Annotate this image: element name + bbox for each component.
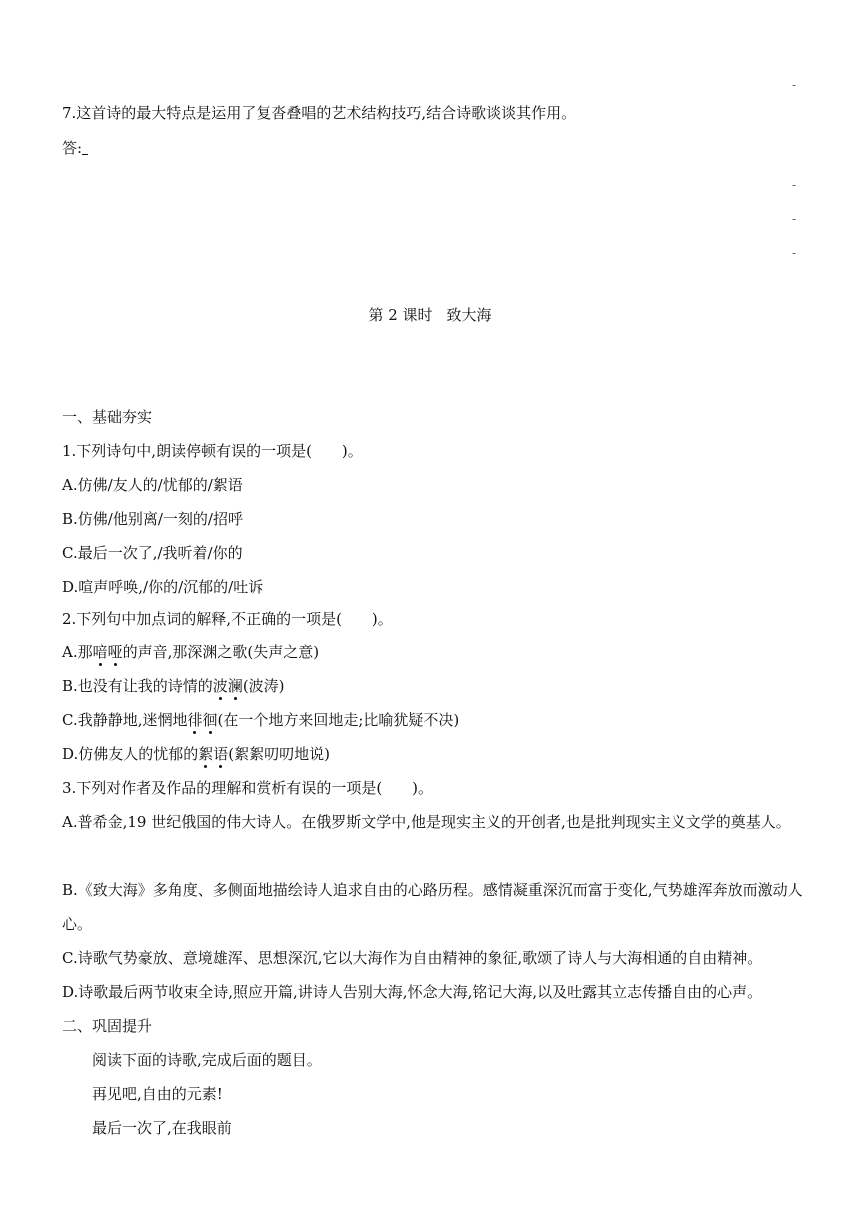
answer-blank[interactable]: [82, 140, 88, 155]
reading-instruction: 阅读下面的诗歌,完成后面的题目。: [92, 1051, 322, 1069]
question-3-option-d: D.诗歌最后两节收束全诗,照应开篇,讲诗人告别大海,怀念大海,铭记大海,以及吐露其立志传播自由的心声。: [62, 983, 763, 1001]
question-2-option-c: C.我静静地,迷惘地徘徊(在一个地方来回地走;比喻犹疑不决): [62, 711, 460, 729]
emphasis-char: 徘: [187, 711, 203, 729]
lesson-number: 第 2 课时: [368, 306, 433, 324]
emphasis-char: 语: [213, 745, 229, 763]
margin-dash: -: [792, 246, 797, 260]
question-1-option-c: C.最后一次了,/我听着/你的: [62, 544, 243, 562]
question-2-option-d: D.仿佛友人的忧郁的絮语(絮絮叨叨地说): [62, 745, 331, 763]
emphasis-char: 喑: [92, 643, 108, 661]
question-1-option-b: B.仿佛/他别离/一刻的/招呼: [62, 510, 243, 528]
question-1-stem: 1.下列诗句中,朗读停顿有误的一项是( )。: [62, 442, 363, 460]
emphasis-char: 絮: [198, 745, 214, 763]
section-heading-basics: 一、基础夯实: [62, 408, 153, 426]
question-1-option-a: A.仿佛/友人的/忧郁的/絮语: [62, 476, 243, 494]
margin-dash: -: [792, 78, 797, 92]
question-3-stem: 3.下列对作者及作品的理解和赏析有误的一项是( )。: [62, 779, 434, 797]
answer-label: 答:: [62, 139, 83, 157]
margin-dash: -: [792, 212, 797, 226]
question-3-option-b: B.《致大海》多角度、多侧面地描绘诗人追求自由的心路历程。感情凝重深沉而富于变化,气势雄浑奔放而激动人心。: [62, 881, 803, 933]
emphasis-char: 澜: [227, 677, 243, 695]
poem-line: 再见吧,自由的元素!: [92, 1085, 223, 1103]
question-7: 7.这首诗的最大特点是运用了复沓叠唱的艺术结构技巧,结合诗歌谈谈其作用。: [62, 104, 577, 122]
question-1-option-d: D.喧声呼唤,/你的/沉郁的/吐诉: [62, 578, 264, 596]
section-heading-consolidation: 二、巩固提升: [62, 1017, 153, 1035]
margin-dash: -: [792, 178, 797, 192]
question-2-stem: 2.下列句中加点词的解释,不正确的一项是( )。: [62, 610, 393, 628]
emphasis-char: 哑: [107, 643, 123, 661]
poem-line: 最后一次了,在我眼前: [92, 1119, 232, 1137]
question-2-option-a: A.那喑哑的声音,那深渊之歌(失声之意): [62, 643, 320, 661]
question-3-option-a: A.普希金,19 世纪俄国的伟大诗人。在俄罗斯文学中,他是现实主义的开创者,也是批判现实主义文学的奠基人。: [62, 813, 791, 831]
question-3-option-c: C.诗歌气势豪放、意境雄浑、思想深沉,它以大海作为自由精神的象征,歌颂了诗人与大海相通的自由精神。: [62, 949, 763, 967]
lesson-title: [0, 305, 860, 325]
answer-line: [62, 138, 88, 158]
lesson-name: 致大海: [446, 306, 492, 324]
question-2-option-b: B.也没有让我的诗情的波澜(波涛): [62, 677, 285, 695]
emphasis-char: 波: [212, 677, 228, 695]
emphasis-char: 徊: [202, 711, 218, 729]
